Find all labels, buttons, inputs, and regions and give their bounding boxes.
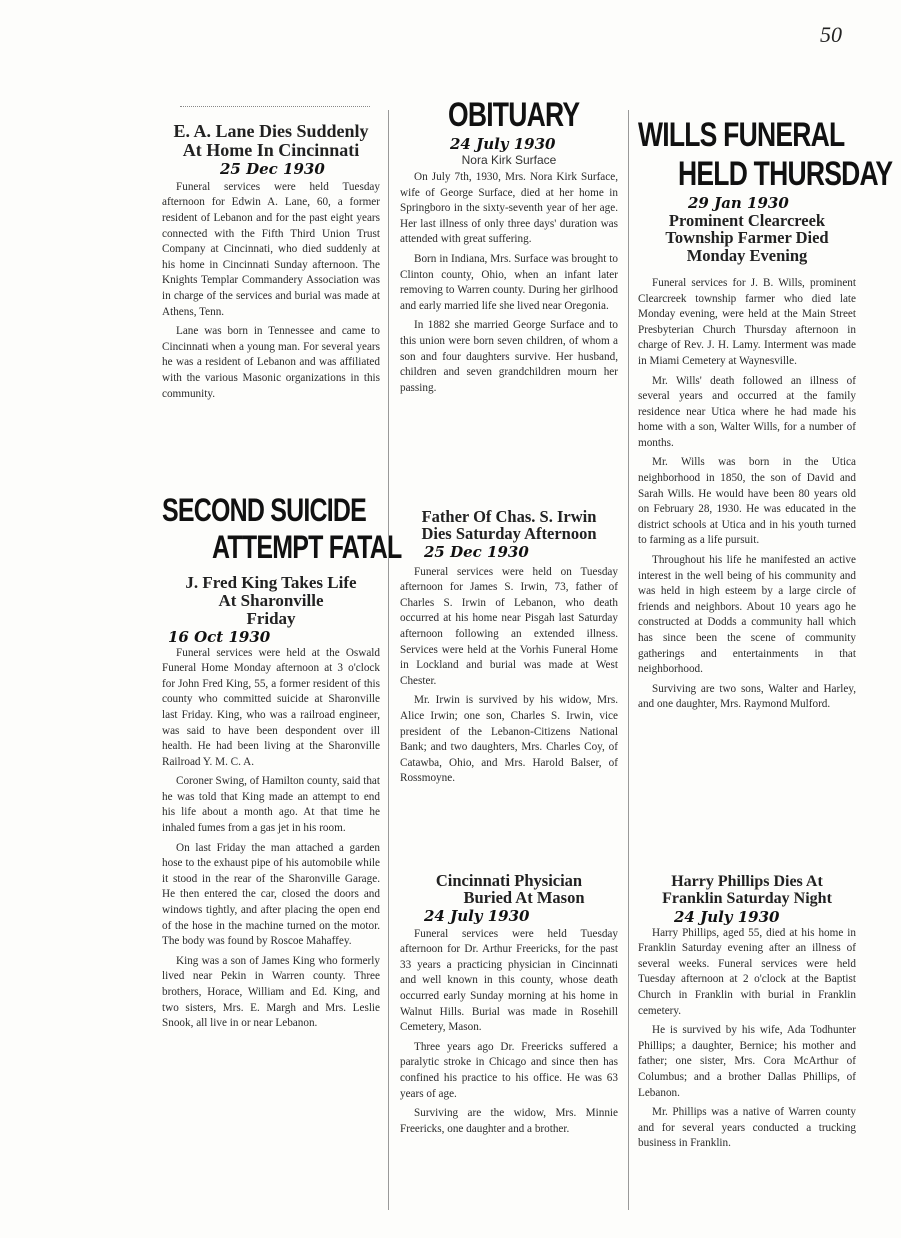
handwritten-date: 24 July 1930 bbox=[674, 907, 780, 926]
headline: SECOND SUICIDE bbox=[162, 492, 367, 528]
paragraph: Surviving are two sons, Walter and Harley, and one daughter, Mrs. Raymond Mulford. bbox=[638, 682, 856, 711]
paragraph: Three years ago Dr. Freericks suffered a paralytic stroke in Chicago and since then has confined his practice to his office. He was 63 years of age. bbox=[400, 1040, 618, 1100]
headline: ATTEMPT FATAL bbox=[212, 529, 402, 565]
handwritten-date: 29 Jan 1930 bbox=[688, 194, 789, 212]
page-number: 50 bbox=[820, 22, 842, 47]
top-rule bbox=[180, 106, 370, 107]
paragraph: Mr. Wills' death followed an illness of several years and occurred at the family residence near Utica where he had made his home with a son, Walter Wills, for a number of months. bbox=[638, 374, 856, 449]
handwritten-date: 24 July 1930 bbox=[424, 906, 530, 925]
headline: WILLS FUNERAL bbox=[638, 116, 845, 154]
subhead: Township Farmer Died bbox=[665, 228, 829, 248]
paragraph: Mr. Irwin is survived by his widow, Mrs. Alice Irwin; one son, Charles S. Irwin, vice president of the Lebanon-Citizens National Bank; and two daughters, Mrs. Charles Coy, of Catawba, Ohio, and Mrs. Harold Balser, of Rossmoyne. bbox=[400, 694, 618, 785]
headline: Franklin Saturday Night bbox=[662, 889, 832, 907]
paragraph: Coroner Swing, of Hamilton county, said that he was told that King made an attempt to end his life about a month ago. At that time he inhaled fumes from a gas jet in his room. bbox=[162, 775, 380, 835]
paragraph: He is survived by his wife, Ada Todhunter Phillips; a daughter, Bernice; his mother and father; one sister, Mrs. Cora McArthur of Columbus; and a brother Dallas Phillips, of Lebanon. bbox=[638, 1024, 856, 1099]
headline: HELD THURSDAY bbox=[678, 155, 893, 193]
subhead: Nora Kirk Surface bbox=[461, 153, 557, 167]
paragraph: Throughout his life he manifested an active interest in the well being of his community and was held in high esteem by a large circle of friends and neighbors. About 10 years ago he constructed at Dodds a community hall which has since been the scene of community gatherings and entertainments in that neighborhood. bbox=[638, 554, 856, 676]
headline: Father Of Chas. S. Irwin bbox=[421, 507, 597, 526]
paragraph: Funeral services were held at the Oswald Funeral Home Monday afternoon at 3 o'clock for John Fred King, 55, a former resident of this county who committed suicide at Sharonville last Friday. King, who was a railroad engineer, was said to have been despondent over ill health. He had been living at the Sharonville Railroad Y. M. C. A. bbox=[162, 646, 380, 768]
article-freericks bbox=[400, 872, 618, 1141]
paragraph: Funeral services for J. B. Wills, prominent Clearcreek township farmer who died late Monday evening, were held at the Main Street Presbyterian Church Thursday afternoon in charge of Rev. J. H. Lamy. Interment was made in Miami Cemetery at Waynesville. bbox=[638, 276, 856, 367]
headline: OBITUARY bbox=[448, 96, 580, 134]
paragraph: On July 7th, 1930, Mrs. Nora Kirk Surface, wife of George Surface, died at her home in Springboro in the sixty-seventh year of her age. Her last illness of only three days' duration was attended with great suffering. bbox=[400, 171, 618, 246]
paragraph: Funeral services were held Tuesday afternoon for Edwin A. Lane, 60, a former resident of Lebanon and for the past eight years connected with the Fifth Third Union Trust Company at Cincinnati, who died suddenly at his home in Cincinnati Sunday afternoon. The Knights Templar Commandery Association was in charge of the services and burial was made at Athens, Tenn. bbox=[162, 180, 380, 318]
article-suicide bbox=[162, 492, 402, 1036]
paragraph: Funeral services were held Tuesday afternoon for Dr. Arthur Freericks, for the past 33 years a practicing physician in Cincinnati and well known in this county, whose death occurred early Sunday morning at his home in Walnut Hills. Burial was made in Rosehill Cemetery, Mason. bbox=[400, 927, 618, 1034]
headline: Harry Phillips Dies At bbox=[671, 873, 823, 890]
headline: Dies Saturday Afternoon bbox=[421, 524, 597, 544]
headline: E. A. Lane Dies Suddenly bbox=[173, 121, 369, 141]
paragraph: Harry Phillips, aged 55, died at his home in Franklin Saturday evening after an illness of several weeks. Funeral services were held Tuesday afternoon at 2 o'clock at the Baptist Church in Franklin with burial in Franklin cemetery. bbox=[638, 926, 856, 1017]
paragraph: Lane was born in Tennessee and came to Cincinnati when a young man. For several years he was a resident of Lebanon and was affiliated with the various Masonic organizations in this community. bbox=[162, 325, 380, 400]
paragraph: Born in Indiana, Mrs. Surface was brought to Clinton county, Ohio, when an infant later removing to Warren county. During her girlhood and early married life she lived near Oregonia. bbox=[400, 252, 618, 312]
paragraph: Mr. Phillips was a native of Warren county and for several years conducted a trucking business in Franklin. bbox=[638, 1106, 856, 1150]
subhead: Prominent Clearcreek bbox=[668, 211, 826, 230]
paragraph: On last Friday the man attached a garden hose to the exhaust pipe of his automobile while it stood in the rear of the Sharonville Garage. He then entered the car, closed the doors and windows tightly, and after placing the open end of the hose in the machine turned on the motor. The body was found by Roscoe Mahaffey. bbox=[162, 841, 380, 948]
paragraph: Mr. Wills was born in the Utica neighborhood in 1850, the son of David and Sarah Wills. He would have been 80 years old on February 28, 1930. He was educated in the district schools at Utica and in his youth turned to farming as a life pursuit. bbox=[638, 456, 856, 547]
handwritten-date: 16 Oct 1930 bbox=[168, 627, 271, 646]
article-wills bbox=[638, 116, 893, 717]
article-lane bbox=[162, 122, 380, 406]
column-rule bbox=[388, 110, 389, 1210]
article-phillips bbox=[638, 874, 856, 1156]
subhead: At Sharonville bbox=[218, 590, 324, 610]
handwritten-date: 25 Dec 1930 bbox=[220, 159, 325, 178]
paragraph: In 1882 she married George Surface and to this union were born seven children, of whom a son and four daughters survive. Her husband, children and seven grandchildren mourn her passing. bbox=[400, 319, 618, 394]
handwritten-date: 24 July 1930 bbox=[450, 135, 556, 153]
paragraph: Funeral services were held on Tuesday afternoon for James S. Irwin, 73, father of Charles S. Irwin of Lebanon, who death occurred at his home near Pisgah last Saturday afternoon following an extended illness. Services were held at the Vorhis Funeral Home in Lockland and burial was made at West Chester. bbox=[400, 565, 618, 687]
subhead: J. Fred King Takes Life bbox=[185, 573, 357, 592]
column-rule bbox=[628, 110, 629, 1210]
handwritten-date: 25 Dec 1930 bbox=[424, 542, 529, 561]
subhead: Friday bbox=[246, 608, 296, 628]
headline: Cincinnati Physician bbox=[435, 871, 583, 890]
headline: Buried At Mason bbox=[463, 888, 585, 908]
headline: At Home In Cincinnati bbox=[182, 139, 360, 160]
paragraph: King was a son of James King who formerly lived near Pekin in Warren county. Three brothers, Horace, William and Ed. King, and two sisters, Mrs. E. Margh and Mrs. Leslie Snook, all live in or near Lebanon. bbox=[162, 954, 380, 1030]
article-obituary bbox=[400, 96, 618, 400]
paragraph: Surviving are the widow, Mrs. Minnie Freericks, one daughter and a brother. bbox=[400, 1107, 618, 1135]
article-irwin bbox=[400, 508, 618, 791]
subhead: Monday Evening bbox=[686, 245, 808, 265]
